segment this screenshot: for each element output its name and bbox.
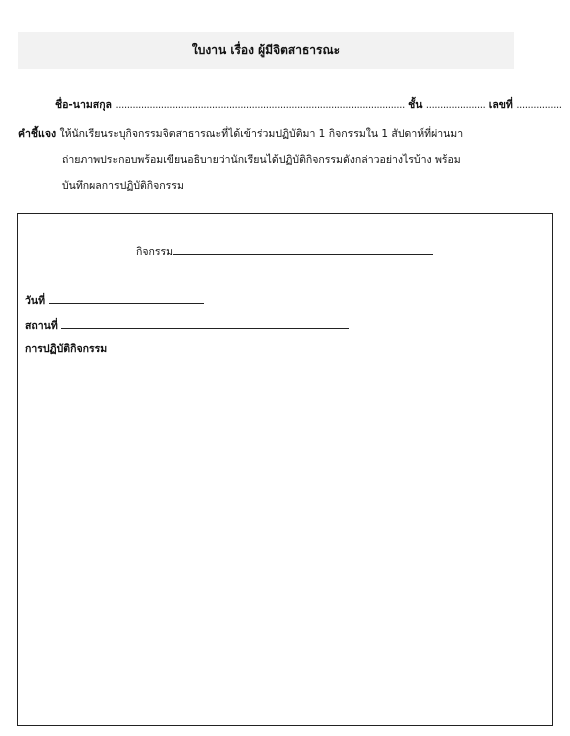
name-label: ชื่อ-นามสกุล bbox=[55, 99, 112, 111]
class-label: ชั้น bbox=[408, 99, 423, 111]
date-label: วันที่ bbox=[25, 295, 45, 307]
instructions-line-3: บันทึกผลการปฏิบัติกิจกรรม bbox=[62, 180, 184, 192]
activity-blank[interactable] bbox=[173, 242, 433, 255]
activity-box bbox=[17, 213, 553, 726]
class-blank[interactable]: ..................... bbox=[425, 99, 486, 111]
name-blank[interactable]: ...................................................................................................... bbox=[115, 99, 405, 111]
number-label: เลขที่ bbox=[488, 99, 513, 111]
instructions-label: คำชี้แจง bbox=[18, 128, 57, 140]
place-label: สถานที่ bbox=[25, 320, 58, 332]
student-info-line bbox=[55, 96, 562, 113]
title-bar bbox=[18, 32, 514, 69]
date-row bbox=[25, 291, 204, 309]
date-blank[interactable] bbox=[49, 291, 204, 304]
place-row bbox=[25, 316, 349, 334]
activity-row bbox=[136, 242, 433, 260]
instructions-line-1: ให้นักเรียนระบุกิจกรรมจิตสาธารณะที่ได้เข้าร่วมปฏิบัติมา 1 กิจกรรมใน 1 สัปดาห์ที่ผ่านมา bbox=[59, 128, 464, 140]
instructions-line-2: ถ่ายภาพประกอบพร้อมเขียนอธิบายว่านักเรียนได้ปฏิบัติกิจกรรมดังกล่าวอย่างไรบ้าง พร้อม bbox=[62, 154, 461, 166]
number-blank[interactable]: ................ bbox=[516, 99, 562, 111]
activity-label: กิจกรรม bbox=[136, 246, 174, 258]
place-blank[interactable] bbox=[61, 316, 349, 329]
practice-label: การปฏิบัติกิจกรรม bbox=[25, 343, 108, 355]
practice-row bbox=[25, 340, 107, 357]
page-title: ใบงาน เรื่อง ผู้มีจิตสาธารณะ bbox=[191, 43, 341, 57]
instructions bbox=[18, 121, 518, 199]
